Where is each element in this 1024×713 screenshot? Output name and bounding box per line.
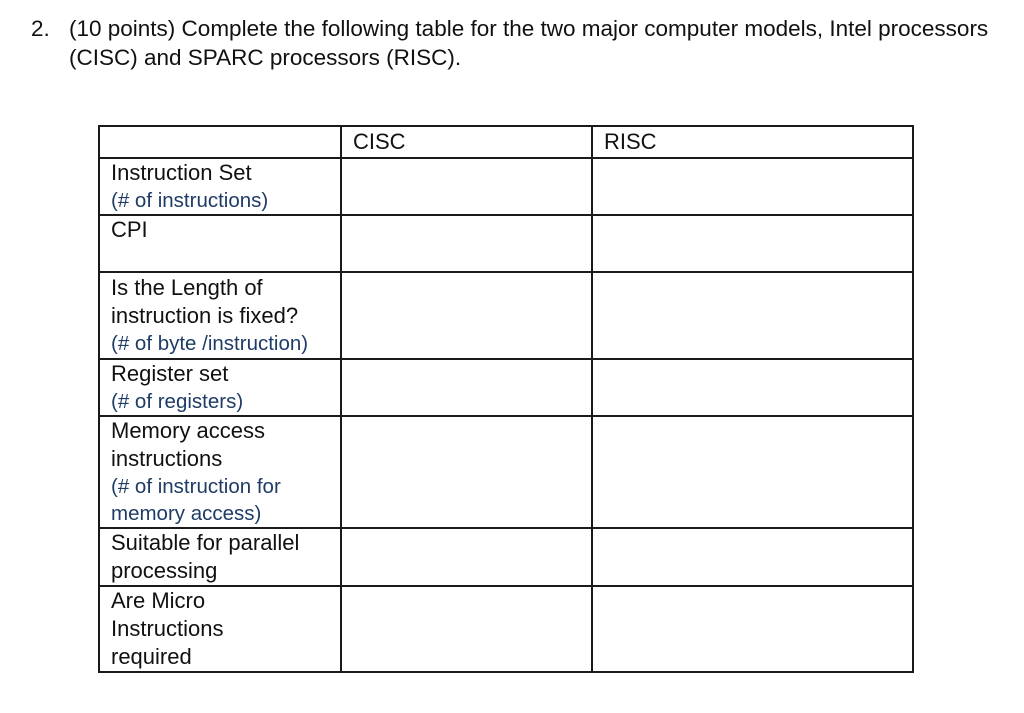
risc-answer-cell[interactable] <box>592 272 913 359</box>
risc-answer-cell[interactable] <box>592 416 913 528</box>
table-row-register-set <box>99 359 913 416</box>
table-row-instruction-length <box>99 272 913 359</box>
table-row-memory-access <box>99 416 913 528</box>
question-number: 2. <box>31 16 50 41</box>
header-row <box>99 126 913 158</box>
row-label-line: Is the Length of <box>111 275 263 300</box>
row-label-cell <box>99 528 341 586</box>
row-label-line: instructions <box>111 446 223 471</box>
question-text: (10 points) Complete the following table for the two major computer models, Intel processors (CISC) and SPARC processors (RISC). <box>69 16 989 70</box>
cisc-answer-cell[interactable] <box>341 586 592 672</box>
row-note-line: (# of instruction for <box>111 475 281 498</box>
row-note-line: (# of byte /instruction) <box>111 332 309 355</box>
row-label-line: Instructions <box>111 616 224 641</box>
row-label-line: required <box>111 644 192 669</box>
row-label-line: CPI <box>111 217 148 242</box>
row-label-cell <box>99 359 341 416</box>
row-label-cell <box>99 272 341 359</box>
cisc-answer-cell[interactable] <box>341 158 592 215</box>
cisc-answer-cell[interactable] <box>341 528 592 586</box>
table-row-micro-instructions <box>99 586 913 672</box>
risc-answer-cell[interactable] <box>592 528 913 586</box>
cisc-answer-cell[interactable] <box>341 215 592 272</box>
row-note-line: (# of instructions) <box>111 189 269 212</box>
risc-answer-cell[interactable] <box>592 359 913 416</box>
row-label-cell <box>99 158 341 215</box>
cisc-answer-cell[interactable] <box>341 272 592 359</box>
row-label-line: Instruction Set <box>111 160 252 185</box>
row-label-line: Are Micro <box>111 588 206 613</box>
row-label-cell <box>99 586 341 672</box>
table-row-instruction-set <box>99 158 913 215</box>
comparison-table <box>98 125 914 673</box>
table-row-parallel-processing <box>99 528 913 586</box>
row-label-line: Suitable for parallel <box>111 530 300 555</box>
cisc-answer-cell[interactable] <box>341 416 592 528</box>
risc-answer-cell[interactable] <box>592 586 913 672</box>
header-cell-cisc: CISC <box>341 126 592 158</box>
header-cell-risc: RISC <box>592 126 913 158</box>
row-note-line: memory access) <box>111 502 262 525</box>
row-note-line: (# of registers) <box>111 390 244 413</box>
risc-answer-cell[interactable] <box>592 158 913 215</box>
table-row-cpi <box>99 215 913 272</box>
cisc-answer-cell[interactable] <box>341 359 592 416</box>
row-label-line: processing <box>111 558 218 583</box>
header-cell-blank <box>99 126 341 158</box>
row-label-line: Register set <box>111 361 229 386</box>
row-label-line: instruction is fixed? <box>111 303 299 328</box>
row-label-cell <box>99 215 341 272</box>
risc-answer-cell[interactable] <box>592 215 913 272</box>
row-label-line: Memory access <box>111 418 266 443</box>
row-label-cell <box>99 416 341 528</box>
